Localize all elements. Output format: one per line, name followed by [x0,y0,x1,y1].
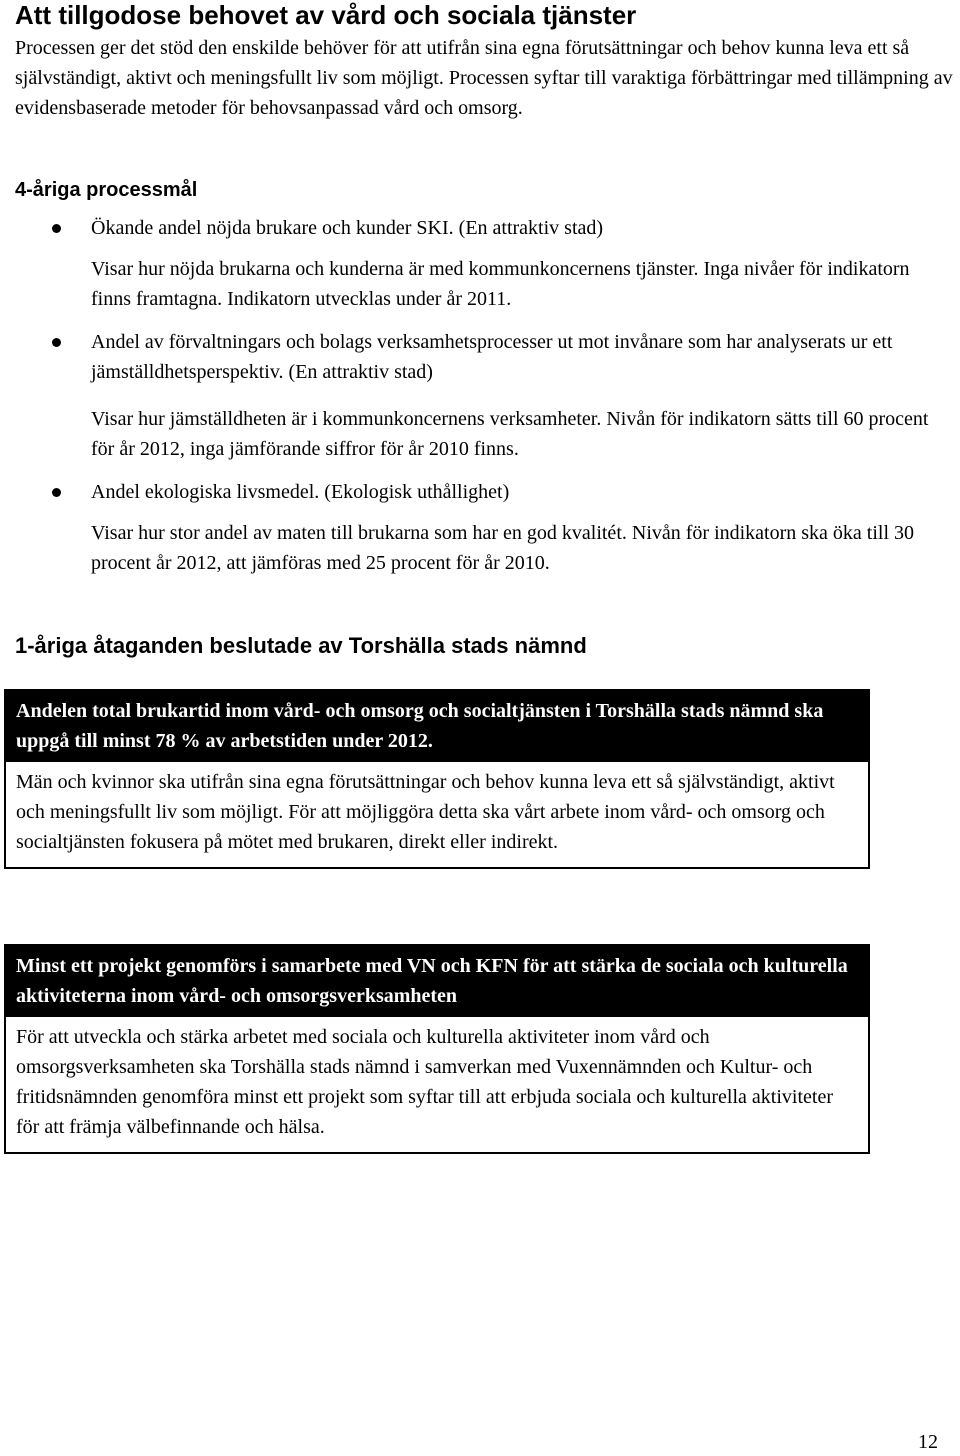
bullet-icon [52,224,61,233]
page-number: 12 [918,1431,938,1453]
commitments-heading: 1-åriga åtaganden beslutade av Torshälla stads nämnd [15,633,587,658]
goals-heading: 4-åriga processmål [15,179,198,201]
commitment-title: Andelen total brukartid inom vård- och omsorg och socialtjänsten i Torshälla stads nämnd ska uppgå till minst 78 % av arbetstiden under 2012. [6,691,868,762]
goal-title: Andel av förvaltningars och bolags verksamhetsprocesser ut mot invånare som har analyserats ur ett jämställdhetsperspektiv. (En attraktiv stad) [91,331,893,383]
bullet-icon [52,338,61,347]
commitment-box [4,689,870,869]
goal-description: Visar hur nöjda brukarna och kunderna är med kommunkoncernens tjänster. Inga nivåer för indikatorn finns framtagna. Indikatorn utvecklas under år 2011. [91,258,910,310]
goal-title: Andel ekologiska livsmedel. (Ekologisk uthållighet) [91,481,510,503]
page-heading: Att tillgodose behovet av vård och sociala tjänster [15,0,637,30]
goal-title: Ökande andel nöjda brukare och kunder SKI. (En attraktiv stad) [91,217,604,239]
goal-description: Visar hur stor andel av maten till brukarna som har en god kvalitét. Nivån för indikatorn ska öka till 30 procent år 2012, att jämföras med 25 procent för år 2010. [91,522,915,574]
commitment-title: Minst ett projekt genomförs i samarbete med VN och KFN för att stärka de sociala och kulturella aktiviteterna inom vård- och omsorgsverksamheten [6,946,868,1017]
intro-paragraph: Processen ger det stöd den enskilde behöver för att utifrån sina egna förutsättningar och behov kunna leva ett så självständigt, aktivt och meningsfullt liv som möjligt. Processen syftar till varaktiga förbättringar med tillämpning av evidensbaserade metoder för behovsanpassad vård och omsorg. [15,37,953,119]
bullet-icon [52,488,61,497]
commitment-body: Män och kvinnor ska utifrån sina egna förutsättningar och behov kunna leva ett så självständigt, aktivt och meningsfullt liv som möjligt. För att möjliggöra detta ska vårt arbete inom vård- och omsorg och socialtjänsten fokusera på mötet med brukaren, direkt eller indirekt. [16,771,835,853]
commitment-box [4,944,870,1154]
commitment-body: För att utveckla och stärka arbetet med sociala och kulturella aktiviteter inom vård och omsorgsverksamheten ska Torshälla stads nämnd i samverkan med Vuxennämnden och Kultur- och fritidsnämnden genomföra minst ett projekt som syftar till att erbjuda sociala och kulturella aktiviteter för att främja välbefinnande och hälsa. [16,1026,833,1138]
goal-description: Visar hur jämställdheten är i kommunkoncernens verksamheter. Nivån för indikatorn sätts till 60 procent för år 2012, inga jämförande siffror för år 2010 finns. [91,408,929,460]
